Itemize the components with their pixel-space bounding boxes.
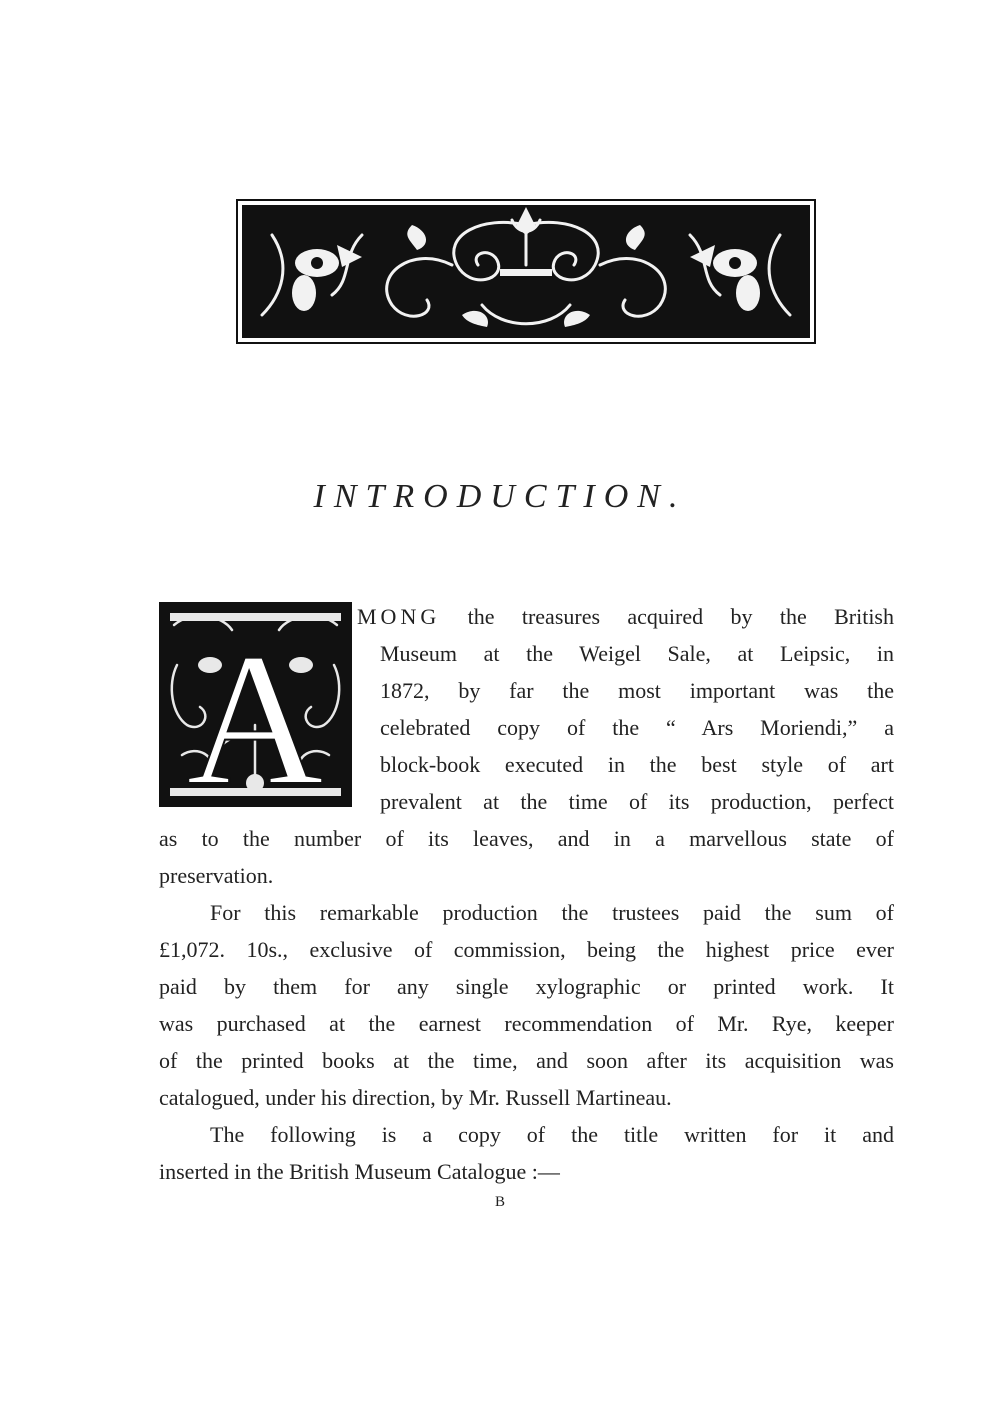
drop-cap-continuation: MONG bbox=[357, 604, 441, 629]
ornamental-drop-cap bbox=[159, 602, 352, 807]
paragraph-1-wrap bbox=[380, 635, 894, 820]
text-line: For this remarkable production the trustees paid the sum of bbox=[210, 900, 894, 925]
text-line: was purchased at the earnest recommendation of Mr. Rye, keeper bbox=[159, 1011, 894, 1036]
signature-mark: B bbox=[494, 1194, 505, 1210]
paragraph-1-indented bbox=[357, 598, 894, 635]
chapter-title: INTRODUCTION. bbox=[313, 478, 687, 515]
drop-cap-a-icon bbox=[162, 605, 349, 804]
text-line: The following is a copy of the title written for it and bbox=[210, 1122, 894, 1147]
foliage-ornament-icon bbox=[242, 205, 810, 338]
text-line: preservation. bbox=[159, 863, 274, 888]
text-line: 1872, by far the most important was the bbox=[380, 678, 894, 703]
text-line: inserted in the British Museum Catalogue :— bbox=[159, 1159, 560, 1184]
text-line: celebrated copy of the “ Ars Moriendi,” a bbox=[380, 715, 894, 740]
text-line: paid by them for any single xylographic or printed work. It bbox=[159, 974, 894, 999]
paragraph-1-full bbox=[159, 820, 894, 894]
headpiece-engraving bbox=[242, 205, 810, 338]
text-line: block-book executed in the best style of art bbox=[380, 752, 894, 777]
ornamental-headpiece bbox=[236, 199, 816, 344]
text-line: of the printed books at the time, and soon after its acquisition was bbox=[159, 1048, 894, 1073]
paragraph-2 bbox=[159, 894, 894, 1116]
text-line-content: the treasures acquired by the British bbox=[467, 604, 894, 629]
drop-cap-letter: A bbox=[186, 615, 324, 804]
text-line: Museum at the Weigel Sale, at Leipsic, in bbox=[380, 641, 894, 666]
text-line: catalogued, under his direction, by Mr. Russell Martineau. bbox=[159, 1085, 672, 1110]
text-line bbox=[357, 598, 894, 635]
text-line: £1,072. 10s., exclusive of commission, being the highest price ever bbox=[159, 937, 894, 962]
paragraph-3 bbox=[159, 1116, 894, 1190]
text-line: as to the number of its leaves, and in a marvellous state of bbox=[159, 826, 894, 851]
text-line: prevalent at the time of its production, perfect bbox=[380, 789, 894, 814]
